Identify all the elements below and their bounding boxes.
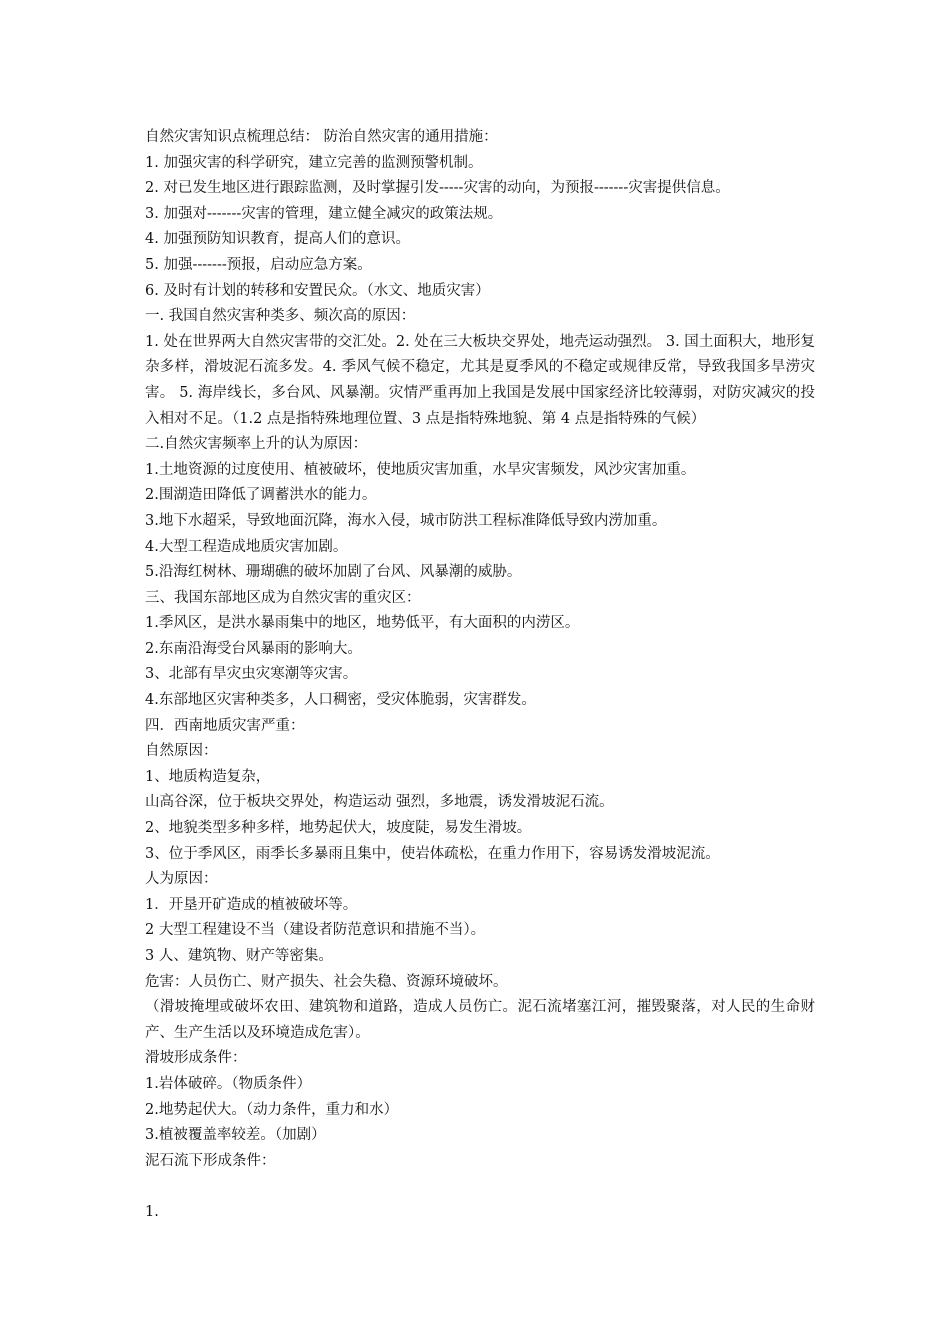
text-line: 3. 加强对-------灾害的管理，建立健全减灾的政策法规。 bbox=[145, 205, 503, 222]
text-line: 4. 加强预防知识教育，提高人们的意识。 bbox=[145, 231, 410, 248]
paragraph: 1. 处在世界两大自然灾害带的交汇处。2. 处在三大板块交界处，地壳运动强烈。 3. 国土面积大，地形复杂多样，滑坡泥石流多发。4. 季风气候不稳定，尤其是夏季风的不稳定或规律反常，导致我国多旱涝灾害。 5. 海岸线长，多台风、风暴潮。灾情严重再加上我国是发展中国家经济比较薄弱，对防灾减灾的投入相对不足。（1.2 点是指特殊地理位置、3 点是指特殊地貌、第 4 点是指特殊的气候） bbox=[145, 333, 815, 427]
text-line: 2 大型工程建设不当（建设者防范意识和措施不当）。 bbox=[145, 922, 486, 939]
section-heading: 一. 我国自然灾害种类多、频次高的原因： bbox=[145, 308, 416, 325]
text-line: 3、北部有旱灾虫灾寒潮等灾害。 bbox=[145, 666, 358, 683]
blank-line bbox=[145, 1174, 815, 1200]
text-line: 2. 对已发生地区进行跟踪监测，及时掌握引发-----灾害的动向，为预报-------灾害提供信息。 bbox=[145, 180, 730, 197]
text-line: 3、位于季风区，雨季长多暴雨且集中，使岩体疏松，在重力作用下，容易诱发滑坡泥流。 bbox=[145, 845, 720, 862]
text-line: 1．开垦开矿造成的植被破坏等。 bbox=[145, 896, 358, 913]
section-heading: 四．西南地质灾害严重： bbox=[145, 717, 305, 734]
document-body bbox=[145, 125, 815, 1226]
section-heading: 二.自然灾害频率上升的认为原因： bbox=[145, 436, 368, 453]
text-line: 2.围湖造田降低了调蓄洪水的能力。 bbox=[145, 487, 377, 504]
text-line: 2.东南沿海受台风暴雨的影响大。 bbox=[145, 640, 362, 657]
section-heading: 三、我国东部地区成为自然灾害的重灾区： bbox=[145, 589, 421, 606]
text-line: 6. 及时有计划的转移和安置民众。（水文、地质灾害） bbox=[145, 282, 490, 299]
text-line: 1. 加强灾害的科学研究，建立完善的监测预警机制。 bbox=[145, 154, 483, 171]
text-line: 4.大型工程造成地质灾害加剧。 bbox=[145, 538, 348, 555]
text-line: 危害：人员伤亡、财产损失、社会失稳、资源环境破坏。 bbox=[145, 973, 508, 990]
text-line: 3.植被覆盖率较差。（加剧） bbox=[145, 1127, 326, 1144]
document-title: 自然灾害知识点梳理总结： 防治自然灾害的通用措施： bbox=[145, 129, 498, 145]
text-line: 1.岩体破碎。（物质条件） bbox=[145, 1075, 312, 1092]
text-line: 1. bbox=[145, 1203, 159, 1220]
text-line: 1.季风区，是洪水暴雨集中的地区，地势低平，有大面积的内涝区。 bbox=[145, 615, 580, 632]
text-line: 山高谷深，位于板块交界处，构造运动 强烈，多地震，诱发滑坡泥石流。 bbox=[145, 794, 614, 811]
text-line: 4.东部地区灾害种类多，人口稠密，受灾体脆弱，灾害群发。 bbox=[145, 692, 536, 709]
text-line: 3 人、建筑物、财产等密集。 bbox=[145, 948, 333, 964]
text-line: 3.地下水超采，导致地面沉降，海水入侵，城市防洪工程标准降低导致内涝加重。 bbox=[145, 512, 667, 529]
subheading: 人为原因： bbox=[145, 871, 218, 888]
text-line: 5. 加强-------预报，启动应急方案。 bbox=[145, 256, 372, 273]
text-line: 1.土地资源的过度使用、植被破坏，使地质灾害加重，水旱灾害频发，风沙灾害加重。 bbox=[145, 461, 696, 478]
paragraph: （滑坡掩埋或破坏农田、建筑物和道路，造成人员伤亡。泥石流堵塞江河，摧毁聚落，对人民的生命财产、生产生活以及环境造成危害）。 bbox=[145, 999, 815, 1041]
text-line: 2、地貌类型多种多样，地势起伏大，坡度陡，易发生滑坡。 bbox=[145, 820, 532, 837]
text-line: 2.地势起伏大。（动力条件，重力和水） bbox=[145, 1101, 399, 1118]
subheading: 泥石流下形成条件： bbox=[145, 1152, 276, 1169]
text-line: 5.沿海红树林、珊瑚礁的破坏加剧了台风、风暴潮的威胁。 bbox=[145, 564, 522, 581]
subheading: 滑坡形成条件： bbox=[145, 1050, 247, 1067]
text-line: 1、地质构造复杂， bbox=[145, 768, 271, 785]
subheading: 自然原因： bbox=[145, 743, 218, 760]
